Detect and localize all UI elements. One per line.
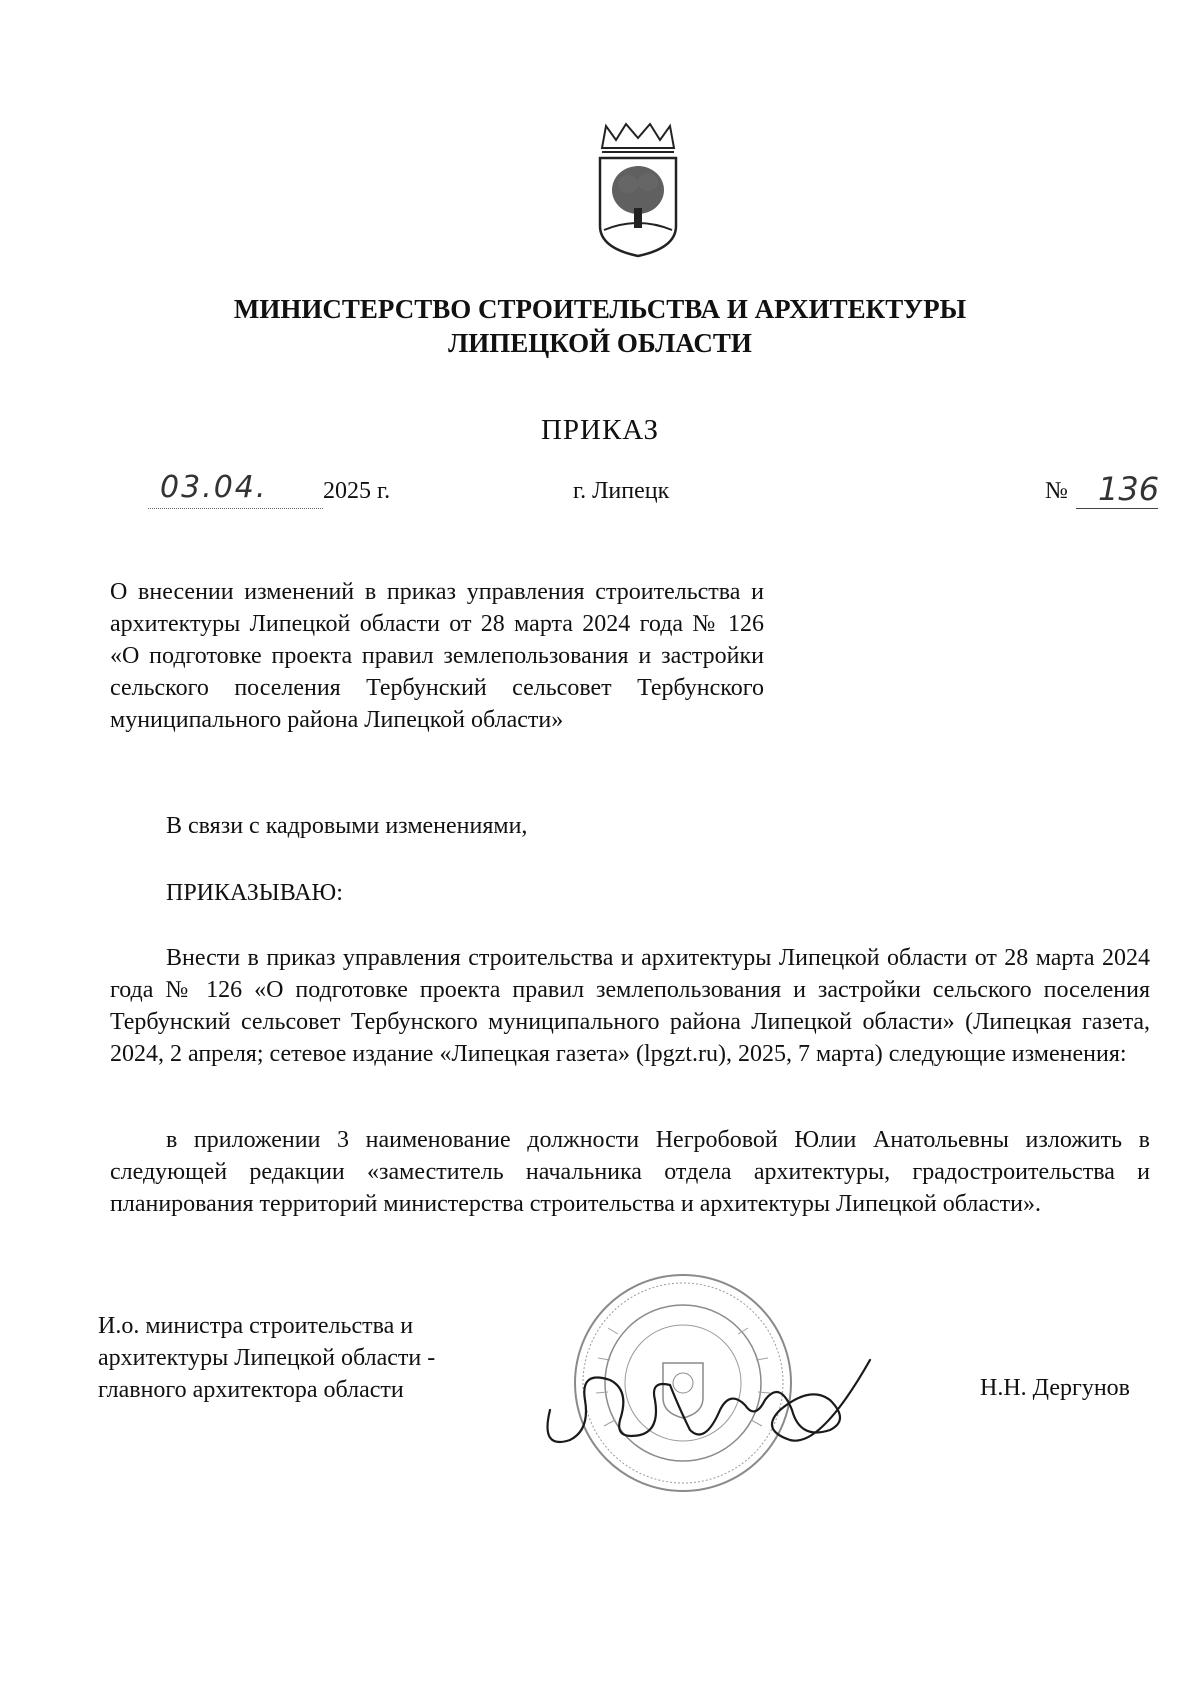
signer-position-line2: архитектуры Липецкой области - — [98, 1345, 436, 1371]
handwritten-signature-icon — [530, 1340, 890, 1460]
document-subject: О внесении изменений в приказ управления строительства и архитектуры Липецкой области от 28 марта 2024 года № 126 «О подготовке проекта правил землепользования и застройки сельского поселения Тербунский сельсовет Тербунского муниципального района Липецкой области» — [110, 579, 764, 733]
reason-paragraph: В связи с кадровыми изменениями, — [166, 813, 528, 839]
document-type: ПРИКАЗ — [540, 414, 660, 446]
document-year: 2025 г. — [323, 478, 391, 504]
coat-of-arms-icon — [588, 118, 688, 258]
signer-name: Н.Н. Дергунов — [980, 1375, 1130, 1401]
date-underline — [148, 508, 323, 509]
signer-position — [98, 1310, 538, 1406]
signer-position-line1: И.о. министра строительства и — [98, 1313, 414, 1339]
number-sign: № — [1045, 478, 1068, 504]
main-paragraph: Внести в приказ управления строительства и архитектуры Липецкой области от 28 марта 2024 года № 126 «О подготовке проекта правил землепользования и застройки сельского поселения Тербунский сельсовет Тербунского муниципального района Липецкой области» (Липецкая газета, 2024, 2 апреля; сетевое издание «Липецкая газета» (lpgzt.ru), 2025, 7 марта) следующие изменения: — [110, 945, 1150, 1067]
number-underline — [1076, 508, 1158, 509]
handwritten-number: 136 — [1098, 470, 1160, 508]
ministry-name-line2: ЛИПЕЦКОЙ ОБЛАСТИ — [448, 328, 752, 358]
document-city: г. Липецк — [573, 478, 670, 504]
change-paragraph: в приложении 3 наименование должности Негробовой Юлии Анатольевны изложить в следующей редакции «заместитель начальника отдела архитектуры, градостроительства и планирования территорий министерства строительства и архитектуры Липецкой области». — [110, 1127, 1150, 1217]
order-word: ПРИКАЗЫВАЮ: — [166, 880, 343, 906]
signer-position-line3: главного архитектора области — [98, 1377, 404, 1403]
handwritten-date: 03.04. — [160, 470, 268, 505]
ministry-name-line1: МИНИСТЕРСТВО СТРОИТЕЛЬСТВА И АРХИТЕКТУРЫ — [233, 294, 967, 324]
